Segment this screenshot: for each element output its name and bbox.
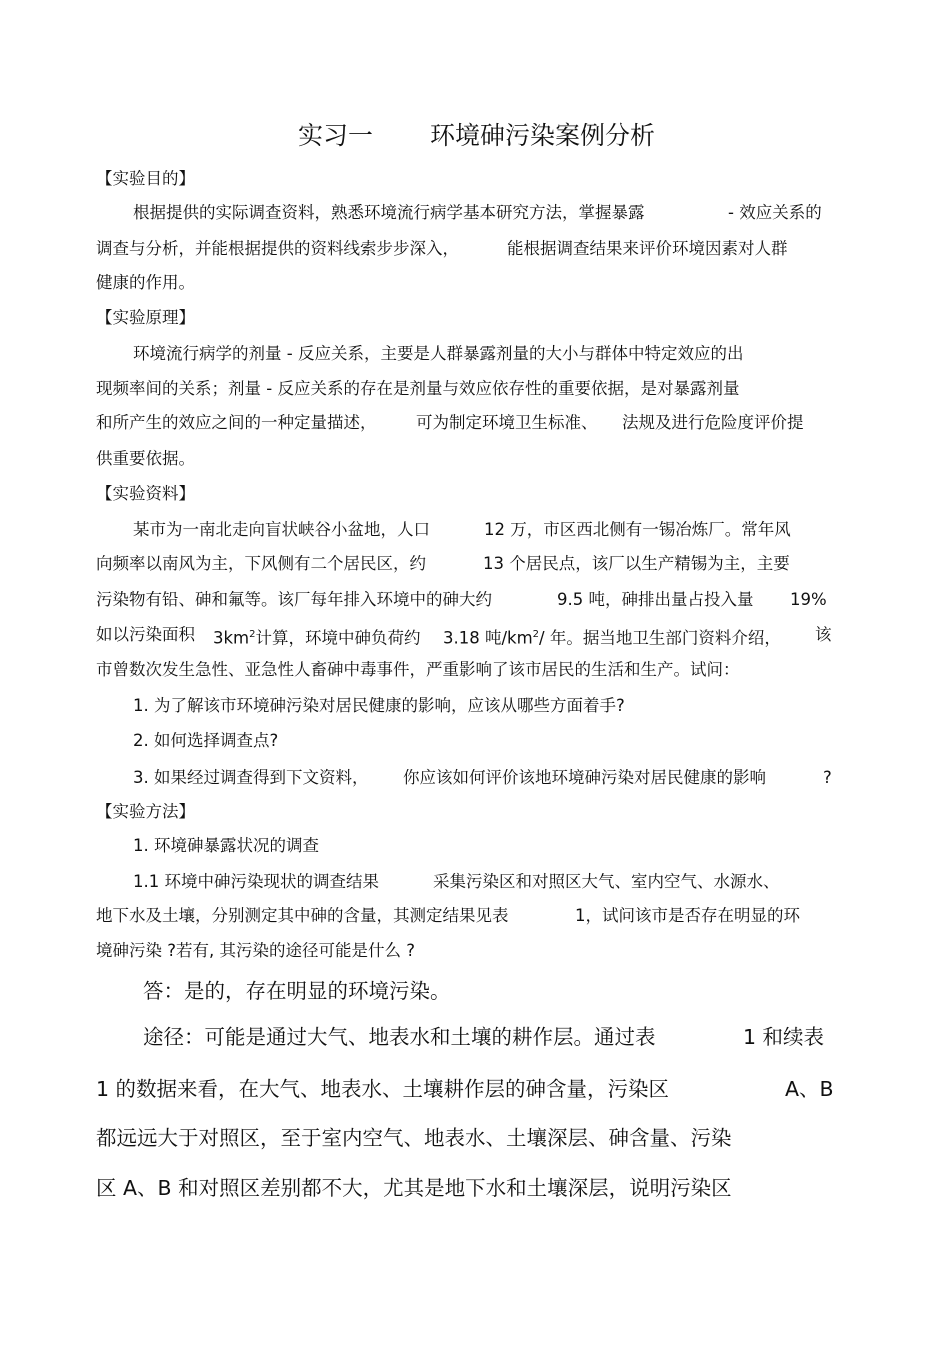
method-step-1-1-line-3: 境砷污染 ?若有, 其污染的途径可能是什么 ? — [96, 941, 415, 960]
method-step-1-1-line-2a: 地下水及土壤，分别测定其中砷的含量，其测定结果见表 — [96, 906, 509, 925]
materials-line-1b: 12 万，市区西北侧有一锡冶炼厂。常年风 — [484, 520, 791, 539]
answer-line-2a: 途径：可能是通过大气、地表水和土壤的耕作层。通过表 — [143, 1025, 656, 1049]
materials-line-2a: 向频率以南风为主，下风侧有二个居民区，约 — [96, 554, 426, 573]
question-3a: 3. 如果经过调查得到下文资料， — [133, 768, 369, 787]
materials-line-4a: 如以污染面积 — [96, 625, 195, 644]
answer-line-2b: 1 和续表 — [743, 1025, 825, 1049]
materials-line-3c: 19% — [790, 590, 827, 609]
method-step-1: 1. 环境砷暴露状况的调查 — [133, 836, 319, 855]
area-value: 3km — [213, 628, 250, 648]
section-heading-method: 【实验方法】 — [96, 802, 195, 821]
answer-line-3b: A、B — [785, 1077, 834, 1101]
section-heading-principle: 【实验原理】 — [96, 308, 195, 327]
method-step-1-1-line-2b: 1，试问该市是否存在明显的环 — [575, 906, 800, 925]
purpose-line-2b: 能根据调查结果来评价环境因素对人群 — [507, 239, 788, 258]
principle-line-3b: 可为制定环境卫生标准、 — [416, 413, 598, 432]
materials-line-4f: 该 — [815, 625, 832, 644]
title-part-1: 实习一 — [298, 121, 374, 150]
area-superscript: 2 — [249, 629, 256, 640]
materials-line-4-load — [443, 624, 781, 650]
answer-line-1: 答：是的，存在明显的环境污染。 — [143, 979, 451, 1003]
materials-line-3a: 污染物有铅、砷和氟等。该厂每年排入环境中的砷大约 — [96, 590, 492, 609]
section-heading-purpose: 【实验目的】 — [96, 169, 195, 188]
purpose-line-1a: 根据提供的实际调查资料，熟悉环境流行病学基本研究方法，掌握暴露 — [133, 203, 645, 222]
materials-line-2b: 13 个居民点，该厂以生产精锡为主，主要 — [483, 554, 790, 573]
principle-line-3c: 法规及进行危险度评价提 — [622, 413, 804, 432]
answer-line-5: 区 A、B 和对照区差别都不大，尤其是地下水和土壤深层，说明污染区 — [96, 1176, 732, 1200]
method-step-1-1a: 1.1 环境中砷污染现状的调查结果 — [133, 872, 379, 891]
materials-line-1a: 某市为一南北走向盲状峡谷小盆地，人口 — [133, 520, 430, 539]
answer-line-3a: 1 的数据来看，在大气、地表水、土壤耕作层的砷含量，污染区 — [96, 1077, 670, 1101]
materials-line-4e: / 年。据当地卫生部门资料介绍， — [539, 628, 781, 648]
method-step-1-1b: 采集污染区和对照区大气、室内空气、水源水、 — [433, 872, 780, 891]
load-superscript: 2 — [532, 629, 540, 640]
materials-line-5: 市曾数次发生急性、亚急性人畜砷中毒事件，严重影响了该市居民的生活和生产。试问： — [96, 660, 740, 679]
answer-line-4: 都远远大于对照区，至于室内空气、地表水、土壤深层、砷含量、污染 — [96, 1126, 732, 1150]
question-3c: ? — [823, 768, 832, 787]
materials-line-3b: 9.5 吨，砷排出量占投入量 — [557, 590, 754, 609]
load-value: 3.18 吨/km — [443, 628, 533, 648]
purpose-line-3: 健康的作用。 — [96, 273, 195, 292]
principle-line-3a: 和所产生的效应之间的一种定量描述， — [96, 413, 377, 432]
principle-line-2: 现频率间的关系；剂量 - 反应关系的存在是剂量与效应依存性的重要依据，是对暴露剂量 — [96, 379, 740, 398]
principle-line-1: 环境流行病学的剂量 - 反应关系，主要是人群暴露剂量的大小与群体中特定效应的出 — [133, 344, 744, 363]
question-1: 1. 为了解该市环境砷污染对居民健康的影响，应该从哪些方面着手? — [133, 696, 625, 715]
purpose-line-2a: 调查与分析，并能根据提供的资料线索步步深入， — [96, 239, 459, 258]
question-3b: 你应该如何评价该地环境砷污染对居民健康的影响 — [403, 768, 766, 787]
purpose-line-1b: - 效应关系的 — [728, 203, 822, 222]
materials-line-4-area — [213, 624, 421, 650]
title-part-2: 环境砷污染案例分析 — [430, 121, 656, 150]
question-2: 2. 如何选择调查点? — [133, 731, 279, 750]
section-heading-materials: 【实验资料】 — [96, 484, 195, 503]
materials-line-4c: 计算，环境中砷负荷约 — [255, 628, 421, 648]
principle-line-4: 供重要依据。 — [96, 449, 195, 468]
